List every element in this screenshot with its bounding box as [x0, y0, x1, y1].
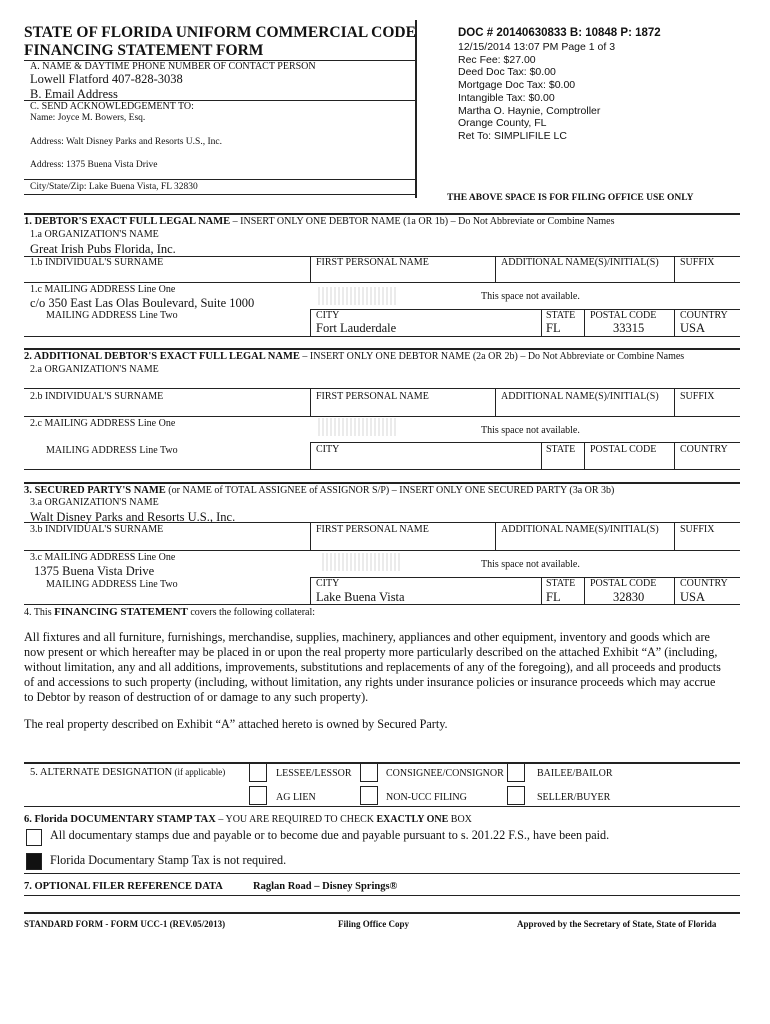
- secured-postal[interactable]: 32830: [613, 590, 645, 604]
- additional-names-label-2: ADDITIONAL NAME(S)/INITIAL(S): [501, 391, 659, 402]
- section7-label: 7. OPTIONAL FILER REFERENCE DATA: [24, 881, 223, 892]
- ack-city: City/State/Zip: Lake Buena Vista, FL 32830: [30, 182, 198, 192]
- lessee-lessor-checkbox[interactable]: [249, 763, 267, 782]
- ack-address2: Address: 1375 Buena Vista Drive: [30, 160, 158, 170]
- suffix-label-1: SUFFIX: [680, 257, 715, 268]
- collateral-ownership-note: The real property described on Exhibit “A” attached hereto is owned by Secured Party.: [24, 717, 448, 731]
- filing-detail-line: Rec Fee: $27.00: [458, 53, 536, 66]
- first-name-label-2: FIRST PERSONAL NAME: [316, 391, 429, 402]
- mailing-two-label-1: MAILING ADDRESS Line Two: [46, 310, 178, 321]
- suffix-label-2: SUFFIX: [680, 391, 715, 402]
- surname-label-2: 2.b INDIVIDUAL'S SURNAME: [30, 391, 164, 402]
- debtor-country[interactable]: USA: [680, 321, 706, 335]
- first-name-label-3: FIRST PERSONAL NAME: [316, 524, 429, 535]
- consignee-consignor-checkbox[interactable]: [360, 763, 378, 782]
- postal-label-1: POSTAL CODE: [590, 310, 657, 321]
- section2-heading: 2. ADDITIONAL DEBTOR'S EXACT FULL LEGAL NAME – INSERT ONLY ONE DEBTOR NAME (2a OR 2b) – Do Not Abbreviate or Combine Names: [24, 351, 685, 362]
- city-label-3: CITY: [316, 578, 340, 589]
- debtor-mailing-line1[interactable]: c/o 350 East Las Olas Boulevard, Suite 1000: [30, 296, 255, 310]
- form-title-line2: FINANCING STATEMENT FORM: [24, 42, 264, 59]
- debtor-postal[interactable]: 33315: [613, 321, 645, 335]
- city-label-2: CITY: [316, 444, 340, 455]
- debtor-state[interactable]: FL: [546, 321, 561, 335]
- doc-number: DOC # 20140630833 B: 10848 P: 1872: [458, 27, 661, 39]
- non-ucc-filing-checkbox[interactable]: [360, 786, 378, 805]
- postal-label-2: POSTAL CODE: [590, 444, 657, 455]
- bailee-bailor-label: BAILEE/BAILOR: [537, 768, 613, 779]
- stamp-tax-not-required-label: Florida Documentary Stamp Tax is not required.: [50, 853, 287, 867]
- mailing-two-label-3: MAILING ADDRESS Line Two: [46, 579, 178, 590]
- mailing-label-1: 1.c MAILING ADDRESS Line One: [30, 284, 176, 295]
- footer-approval: Approved by the Secretary of State, State of Florida: [517, 919, 717, 929]
- secured-state[interactable]: FL: [546, 590, 561, 604]
- ack-address: Address: Walt Disney Parks and Resorts U.S., Inc.: [30, 137, 222, 147]
- mailing-label-3: 3.c MAILING ADDRESS Line One: [30, 552, 176, 563]
- org-name-label-3: 3.a ORGANIZATION'S NAME: [30, 497, 159, 508]
- bailee-bailor-checkbox[interactable]: [507, 763, 525, 782]
- filing-detail-line: Martha O. Haynie, Comptroller: [458, 104, 601, 117]
- seller-buyer-label: SELLER/BUYER: [537, 792, 611, 803]
- section5-label: 5. ALTERNATE DESIGNATION (if applicable): [30, 767, 226, 778]
- filing-detail-line: 12/15/2014 13:07 PM Page 1 of 3: [458, 41, 616, 53]
- email-label: B. Email Address: [30, 87, 118, 101]
- org-name-label-2: 2.a ORGANIZATION'S NAME: [30, 364, 159, 375]
- first-name-label-1: FIRST PERSONAL NAME: [316, 257, 429, 268]
- stamp-tax-not-required-checkbox[interactable]: [26, 853, 42, 870]
- secured-mailing-line1[interactable]: 1375 Buena Vista Drive: [34, 564, 155, 578]
- filing-office-note: THE ABOVE SPACE IS FOR FILING OFFICE USE ONLY: [447, 193, 694, 203]
- stamps-paid-label: All documentary stamps due and payable or to become due and payable pursuant to s. 201.22 F.S., have been paid.: [50, 828, 610, 842]
- suffix-label-3: SUFFIX: [680, 524, 715, 535]
- mailing-label-2: 2.c MAILING ADDRESS Line One: [30, 418, 176, 429]
- state-label-2: STATE: [546, 444, 576, 455]
- secured-city[interactable]: Lake Buena Vista: [316, 590, 405, 604]
- not-available-1: This space not available.: [481, 291, 580, 302]
- collateral-line: without limitation, any and all additions, improvements, substitutions and replacements of any of the foregoing), and all proceeds and products: [24, 660, 721, 674]
- country-label-2: COUNTRY: [680, 444, 728, 455]
- filing-detail-line: Intangible Tax: $0.00: [458, 91, 555, 104]
- surname-label-1: 1.b INDIVIDUAL'S SURNAME: [30, 257, 164, 268]
- filing-detail-line: Ret To: SIMPLIFILE LC: [458, 129, 567, 142]
- ack-label: C. SEND ACKNOWLEDGEMENT TO:: [30, 101, 194, 112]
- contact-label: A. NAME & DAYTIME PHONE NUMBER OF CONTACT PERSON: [30, 61, 316, 72]
- header-divider: [415, 20, 417, 198]
- filing-detail-line: Mortgage Doc Tax: $0.00: [458, 79, 576, 92]
- non-ucc-filing-label: NON-UCC FILING: [386, 792, 467, 803]
- ag-lien-checkbox[interactable]: [249, 786, 267, 805]
- secured-org-name[interactable]: Walt Disney Parks and Resorts U.S., Inc.: [30, 510, 236, 524]
- lessee-lessor-label: LESSEE/LESSOR: [276, 768, 352, 779]
- surname-label-3: 3.b INDIVIDUAL'S SURNAME: [30, 524, 164, 535]
- section1-heading: 1. DEBTOR'S EXACT FULL LEGAL NAME – INSERT ONLY ONE DEBTOR NAME (1a OR 1b) – Do Not Abbreviate or Combine Names: [24, 216, 615, 227]
- additional-names-label-1: ADDITIONAL NAME(S)/INITIAL(S): [501, 257, 659, 268]
- filer-reference-value[interactable]: Raglan Road – Disney Springs®: [253, 881, 398, 892]
- country-label-3: COUNTRY: [680, 578, 728, 589]
- collateral-line: of and accessions to such property (including, without limitation, any rights under insurance policies or insurance proceeds which may accrue: [24, 675, 716, 689]
- secured-country[interactable]: USA: [680, 590, 706, 604]
- collateral-line: now present or which hereafter may be placed in or upon the real property more particularly described on the attached Exhibit “A” (including,: [24, 645, 718, 659]
- collateral-line: to Debtor by reason of destruction of or damage to any such property).: [24, 690, 369, 704]
- collateral-line: All fixtures and all furniture, furnishings, merchandise, supplies, machinery, appliances and other equipment, inventory and goods which are: [24, 630, 710, 644]
- postal-label-3: POSTAL CODE: [590, 578, 657, 589]
- not-available-3: This space not available.: [481, 559, 580, 570]
- filing-detail-line: Orange County, FL: [458, 117, 547, 130]
- footer-form-id: STANDARD FORM - FORM UCC-1 (REV.05/2013): [24, 919, 226, 929]
- stamps-paid-checkbox[interactable]: [26, 829, 42, 846]
- filing-details: [458, 41, 615, 143]
- city-label-1: CITY: [316, 310, 340, 321]
- state-label-3: STATE: [546, 578, 576, 589]
- collateral-description: [24, 630, 744, 705]
- consignee-consignor-label: CONSIGNEE/CONSIGNOR: [386, 768, 504, 779]
- not-available-2: This space not available.: [481, 425, 580, 436]
- debtor-org-name[interactable]: Great Irish Pubs Florida, Inc.: [30, 242, 176, 256]
- state-label-1: STATE: [546, 310, 576, 321]
- section4-heading: 4. This FINANCING STATEMENT covers the following collateral:: [24, 606, 316, 618]
- filing-detail-line: Deed Doc Tax: $0.00: [458, 66, 556, 79]
- contact-value: Lowell Flatford 407-828-3038: [30, 72, 183, 86]
- form-title-line1: STATE OF FLORIDA UNIFORM COMMERCIAL CODE: [24, 24, 416, 41]
- mailing-two-label-2: MAILING ADDRESS Line Two: [46, 445, 178, 456]
- section3-heading: 3. SECURED PARTY'S NAME (or NAME of TOTAL ASSIGNEE of ASSIGNOR S/P) – INSERT ONLY ONE SECURED PARTY (3a OR 3b): [24, 485, 615, 496]
- org-name-label-1: 1.a ORGANIZATION'S NAME: [30, 229, 159, 240]
- ag-lien-label: AG LIEN: [276, 792, 316, 803]
- country-label-1: COUNTRY: [680, 310, 728, 321]
- footer-copy-type: Filing Office Copy: [338, 919, 409, 929]
- seller-buyer-checkbox[interactable]: [507, 786, 525, 805]
- ack-name: Name: Joyce M. Bowers, Esq.: [30, 113, 146, 123]
- debtor-city[interactable]: Fort Lauderdale: [316, 321, 397, 335]
- section6-heading: 6. Florida DOCUMENTARY STAMP TAX – YOU ARE REQUIRED TO CHECK EXACTLY ONE BOX: [24, 814, 472, 825]
- additional-names-label-3: ADDITIONAL NAME(S)/INITIAL(S): [501, 524, 659, 535]
